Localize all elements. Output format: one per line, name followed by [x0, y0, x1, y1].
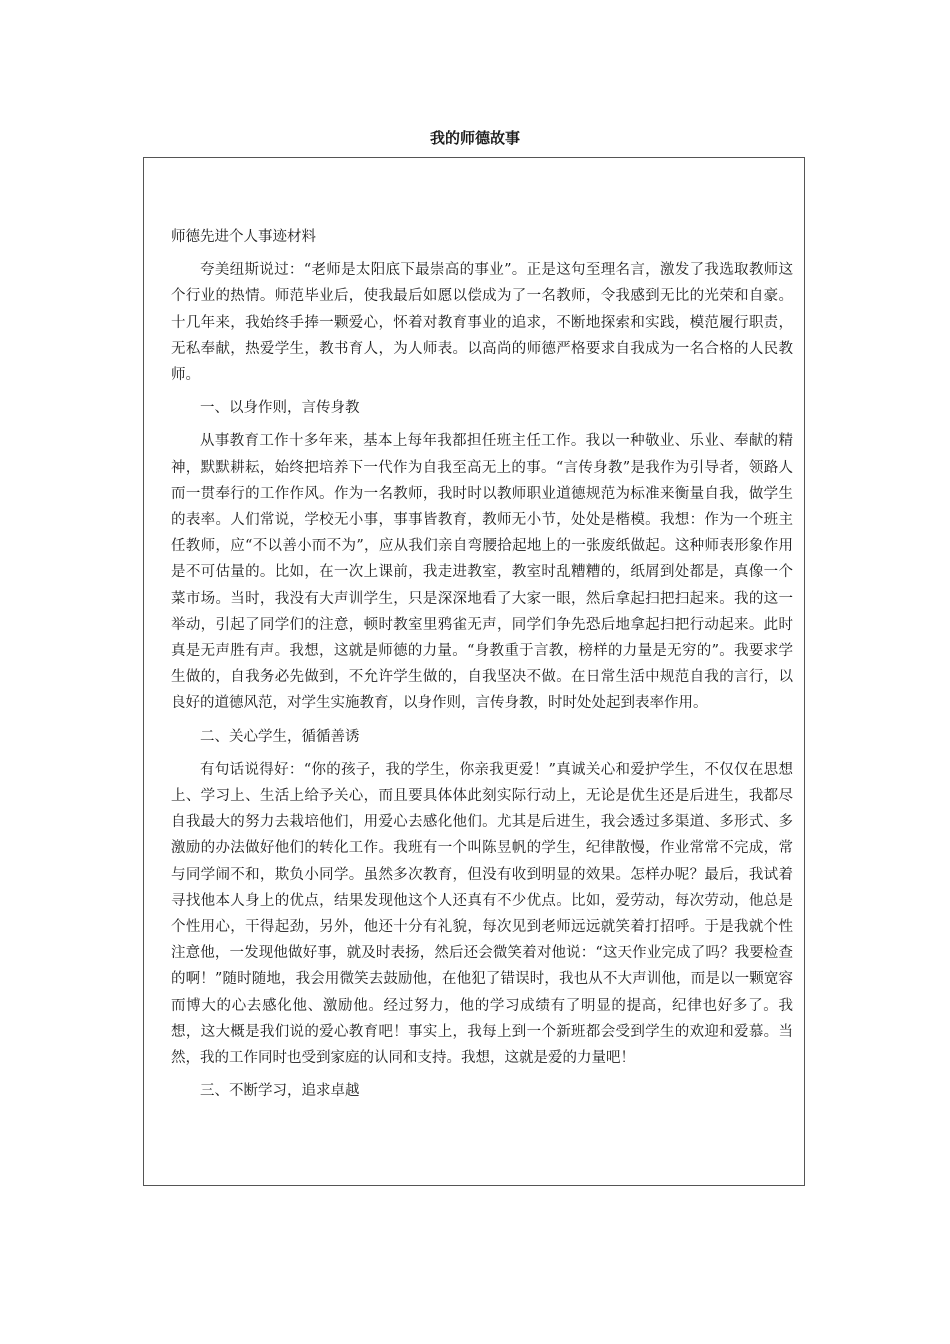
section-heading: 二、关心学生，循循善诱 [200, 728, 360, 745]
content-frame [143, 157, 805, 1186]
document-title: 我的师德故事 [429, 129, 520, 147]
intro-paragraph: 夸美纽斯说过：“老师是太阳底下最崇高的事业”。正是这句至理名言，激发了我选取教师这个行业的热情。师范毕业后，使我最后如愿以偿成为了一名教师，令我感到无比的光荣和自豪。十几年来，我始终手捧一颗爱心，怀着对教育事业的追求，不断地探索和实践，模范履行职责，无私奉献，热爱学生，教书育人，为人师表。以高尚的师德严格要求自我成为一名合格的人民教师。 [171, 262, 793, 384]
document-body [171, 224, 793, 1105]
document-subtitle: 师德先进个人事迹材料 [171, 229, 316, 245]
section-heading: 三、不断学习，追求卓越 [200, 1083, 360, 1100]
section-heading: 一、以身作则，言传身教 [200, 400, 360, 417]
section-paragraph: 从事教育工作十多年来，基本上每年我都担任班主任工作。我以一种敬业、乐业、奉献的精神，默默耕耘，始终把培养下一代作为自我至高无上的事。“言传身教”是我作为引导者，领路人而一贯奉行的工作作风。作为一名教师，我时时以教师职业道德规范为标准来衡量自我，做学生的表率。人们常说，学校无小事，事事皆教育，教师无小节，处处是楷模。我想：作为一个班主任教师，应“不以善小而不为”，应从我们亲自弯腰拾起地上的一张废纸做起。这种师表形象作用是不可估量的。比如，在一次上课前，我走进教室，教室时乱糟糟的，纸屑到处都是，真像一个菜市场。当时，我没有大声训学生，只是深深地看了大家一眼，然后拿起扫把扫起来。我的这一举动，引起了同学们的注意，顿时教室里鸦雀无声，同学们争先恐后地拿起扫把行动起来。此时真是无声胜有声。我想，这就是师德的力量。“身教重于言教，榜样的力量是无穷的”。我要求学生做的，自我务必先做到，不允许学生做的，自我坚决不做。在日常生活中规范自我的言行，以良好的道德风范，对学生实施教育，以身作则，言传身教，时时处处起到表率作用。 [171, 433, 793, 712]
section-paragraph: 有句话说得好：“你的孩子，我的学生，你亲我更爱！”真诚关心和爱护学生，不仅仅在思想上、学习上、生活上给予关心，而且要具体体此刻实际行动上，无论是优生还是后进生，我都尽自我最大的努力去栽培他们，用爱心去感化他们。尤其是后进生，我会透过多渠道、多形式、多激励的办法做好他们的转化工作。我班有一个叫陈昱帆的学生，纪律散慢，作业常常不完成，常与同学闹不和，欺负小同学。虽然多次教育，但没有收到明显的效果。怎样办呢？最后，我试着寻找他本人身上的优点，结果发现他这个人还真有不少优点。比如，爱劳动，每次劳动，他总是个性用心，干得起劲，另外，他还十分有礼貌，每次见到老师远远就笑着打招呼。于是我就个性注意他，一发现他做好事，就及时表扬，然后还会微笑着对他说：“这天作业完成了吗？我要检查的啊！”随时随地，我会用微笑去鼓励他，在他犯了错误时，我也从不大声训他，而是以一颗宽容而博大的心去感化他、激励他。经过努力，他的学习成绩有了明显的提高，纪律也好多了。我想，这大概是我们说的爱心教育吧！事实上，我每上到一个新班都会受到学生的欢迎和爱慕。当然，我的工作同时也受到家庭的认同和支持。我想，这就是爱的力量吧！ [171, 761, 793, 1067]
